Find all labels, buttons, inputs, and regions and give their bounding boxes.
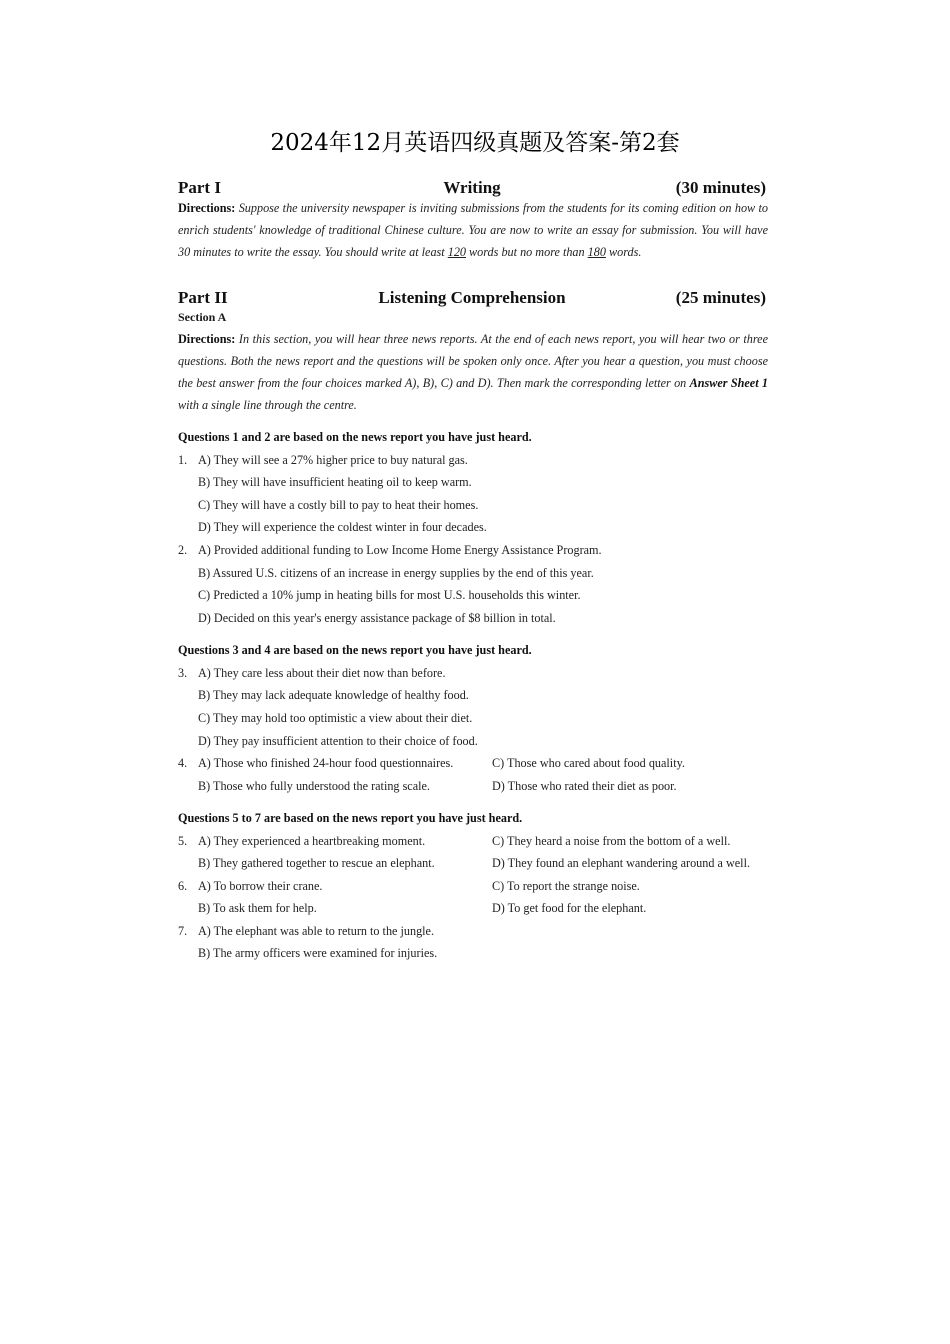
- question-group-heading: Questions 3 and 4 are based on the news report you have just heard.: [178, 643, 532, 657]
- q5-option-c: C) They heard a noise from the bottom of a well.: [492, 834, 731, 848]
- question-number: 6.: [178, 879, 188, 893]
- q7-option-b: B) The army officers were examined for injuries.: [198, 946, 438, 960]
- part1-directions-text-1: Suppose the university newspaper is inviting submissions from the students for its coming edition on how to enrich students' knowledge of traditional Chinese culture. You are now to write an essay for submission. You will have 30 minutes to write the essay. You should write at least: [178, 201, 769, 259]
- q5-option-b: B) They gathered together to rescue an elephant.: [198, 856, 435, 870]
- question-number: 3.: [178, 666, 188, 680]
- part2-name: Listening Comprehension: [378, 288, 566, 307]
- question-number: 5.: [178, 834, 188, 848]
- q7-option-a: A) The elephant was able to return to the jungle.: [198, 924, 435, 938]
- question-group-heading: Questions 1 and 2 are based on the news report you have just heard.: [178, 430, 532, 444]
- document-title: 2024年12月英语四级真题及答案-第2套: [270, 130, 680, 156]
- max-words: 180: [587, 245, 606, 259]
- q6-option-a: A) To borrow their crane.: [198, 879, 323, 893]
- q5-option-a: A) They experienced a heartbreaking moment.: [198, 834, 426, 848]
- question-number: 4.: [178, 756, 188, 770]
- part1-directions-text-3: words.: [605, 245, 642, 259]
- q6-option-d: D) To get food for the elephant.: [492, 901, 647, 915]
- q4-option-d: D) Those who rated their diet as poor.: [492, 779, 677, 793]
- q6-option-c: C) To report the strange noise.: [492, 879, 640, 893]
- question-number: 2.: [178, 543, 188, 557]
- part1-time: (30 minutes): [675, 178, 766, 197]
- part2-directions-text-2: with a single line through the centre.: [178, 398, 357, 412]
- q3-option-d: D) They pay insufficient attention to their choice of food.: [198, 734, 478, 748]
- part1-directions-text-2: words but no more than: [466, 245, 588, 259]
- q2-option-b: B) Assured U.S. citizens of an increase in energy supplies by the end of this year.: [198, 566, 594, 580]
- q4-option-a: A) Those who finished 24-hour food questionnaires.: [198, 756, 454, 770]
- part1-directions-label: Directions:: [178, 201, 236, 215]
- q1-option-d: D) They will experience the coldest winter in four decades.: [198, 520, 487, 534]
- min-words: 120: [447, 245, 466, 259]
- q2-option-a: A) Provided additional funding to Low Income Home Energy Assistance Program.: [198, 543, 602, 557]
- part1-name: Writing: [443, 178, 501, 197]
- q1-option-c: C) They will have a costly bill to pay to heat their homes.: [198, 498, 479, 512]
- q1-option-b: B) They will have insufficient heating oil to keep warm.: [198, 475, 472, 489]
- part2-directions: [178, 328, 768, 416]
- q3-option-a: A) They care less about their diet now than before.: [198, 666, 446, 680]
- section-a-label: Section A: [178, 310, 227, 324]
- question-number: 1.: [178, 453, 188, 467]
- q6-option-b: B) To ask them for help.: [198, 901, 317, 915]
- part2-header: [178, 288, 766, 310]
- q3-option-b: B) They may lack adequate knowledge of healthy food.: [198, 688, 469, 702]
- part1-label: Part I: [178, 178, 221, 197]
- q2-option-c: C) Predicted a 10% jump in heating bills for most U.S. households this winter.: [198, 588, 581, 602]
- part2-label: Part II: [178, 288, 228, 307]
- part1-directions: [178, 197, 768, 263]
- answer-sheet-name: Answer Sheet 1: [689, 376, 768, 390]
- part2-time: (25 minutes): [675, 288, 766, 307]
- q1-option-a: A) They will see a 27% higher price to buy natural gas.: [198, 453, 468, 467]
- q5-option-d: D) They found an elephant wandering around a well.: [492, 856, 750, 870]
- q4-option-b: B) Those who fully understood the rating scale.: [198, 779, 430, 793]
- question-number: 7.: [178, 924, 188, 938]
- part2-directions-label: Directions:: [178, 332, 236, 346]
- q3-option-c: C) They may hold too optimistic a view about their diet.: [198, 711, 473, 725]
- q4-option-c: C) Those who cared about food quality.: [492, 756, 685, 770]
- part2-directions-text-1: In this section, you will hear three news reports. At the end of each news report, you will hear two or three questions. Both the news report and the questions will be spoken only once. After you hear a question, you must choose the best answer from the four choices marked A), B), C) and D). Then mark the corresponding letter on: [178, 332, 769, 390]
- q2-option-d: D) Decided on this year's energy assistance package of $8 billion in total.: [198, 611, 556, 625]
- question-group-heading: Questions 5 to 7 are based on the news report you have just heard.: [178, 811, 523, 825]
